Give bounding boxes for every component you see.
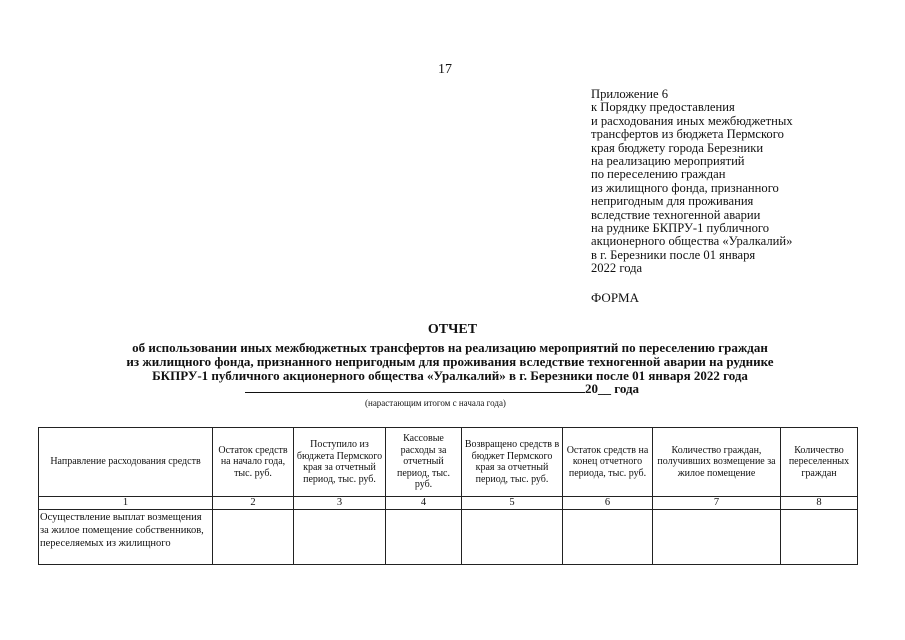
header-cell: Поступило из бюджета Пермского края за отчетный период, тыс. руб. <box>294 428 386 497</box>
appendix-line: вследствие техногенной аварии <box>591 207 761 222</box>
appendix-line: из жилищного фонда, признанного <box>591 180 779 195</box>
column-number-row <box>39 497 858 510</box>
period-line <box>245 380 639 397</box>
appendix-line: 2022 года <box>591 261 643 276</box>
appendix-line: трансфертов из бюджета Пермского <box>591 127 784 142</box>
column-number: 3 <box>294 497 386 510</box>
subtitle-line: об использовании иных межбюджетных трансфертов на реализацию мероприятий по переселению граждан <box>132 340 768 355</box>
appendix-line: Приложение 6 <box>591 87 669 101</box>
period-note: (нарастающим итогом с начала года) <box>365 398 506 408</box>
column-number: 2 <box>213 497 294 510</box>
column-number: 1 <box>39 497 213 510</box>
header-row <box>39 428 858 497</box>
value-cell <box>563 510 653 565</box>
column-number: 7 <box>653 497 781 510</box>
appendix-line: к Порядку предоставления <box>591 100 735 115</box>
column-number: 8 <box>781 497 858 510</box>
period-suffix: 20__ года <box>585 381 640 396</box>
column-number: 5 <box>462 497 563 510</box>
appendix-line: на руднике БКПРУ-1 публичного <box>591 221 770 236</box>
appendix-line: акционерного общества «Уралкалий» <box>591 234 793 249</box>
header-cell: Возвращено средств в бюджет Пермского края за отчетный период, тыс. руб. <box>462 428 563 497</box>
appendix-line: на реализацию мероприятий <box>591 154 745 169</box>
page-number: 17 <box>438 62 452 77</box>
header-cell: Кассовые расходы за отчетный период, тыс. руб. <box>386 428 462 497</box>
value-cell <box>462 510 563 565</box>
report-title: ОТЧЕТ <box>427 322 478 337</box>
subtitle-line: БКПРУ-1 публичного акционерного общества «Уралкалий» в г. Березники после 01 января 2022 года <box>152 368 748 383</box>
form-label: ФОРМА <box>591 290 639 305</box>
value-cell <box>653 510 781 565</box>
header-cell: Количество переселенных граждан <box>781 428 858 497</box>
value-cell <box>294 510 386 565</box>
header-cell: Остаток средств на начало года, тыс. руб. <box>213 428 294 497</box>
report-subtitle <box>40 341 860 383</box>
period-blank <box>245 380 585 393</box>
appendix-line: края бюджету города Березники <box>591 140 764 155</box>
value-cell <box>386 510 462 565</box>
appendix-line: в г. Березники после 01 января <box>591 247 756 262</box>
column-number: 6 <box>563 497 653 510</box>
appendix-block <box>591 88 871 276</box>
direction-cell: Осуществление выплат возмещения за жилое помещение собственников, переселяемых из жилищного <box>39 510 213 565</box>
appendix-line: по переселению граждан <box>591 167 726 182</box>
report-table <box>38 427 858 565</box>
appendix-line: непригодным для проживания <box>591 194 754 209</box>
table-row <box>39 510 858 565</box>
value-cell <box>781 510 858 565</box>
header-cell: Остаток средств на конец отчетного периода, тыс. руб. <box>563 428 653 497</box>
header-cell: Направление расходования средств <box>39 428 213 497</box>
subtitle-line: из жилищного фонда, признанного непригодным для проживания вследствие техногенной аварии на руднике <box>126 354 774 369</box>
header-cell: Количество граждан, получивших возмещение за жилое помещение <box>653 428 781 497</box>
value-cell <box>213 510 294 565</box>
appendix-line: и расходования иных межбюджетных <box>591 113 793 128</box>
column-number: 4 <box>386 497 462 510</box>
